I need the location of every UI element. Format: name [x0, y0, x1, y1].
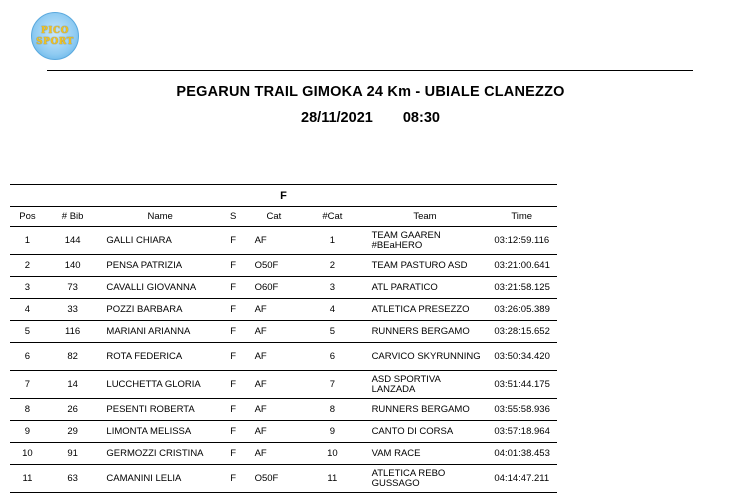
header-divider [47, 70, 693, 71]
cell-ncat: 2 [301, 255, 363, 277]
cell-time: 03:51:44.175 [486, 371, 557, 399]
col-header-sex: S [220, 207, 247, 227]
cell-bib: 144 [45, 227, 101, 255]
column-header-row [10, 207, 557, 227]
group-header-row [10, 185, 557, 207]
table-row [10, 255, 557, 277]
cell-pos: 5 [10, 321, 45, 343]
cell-sex: F [220, 321, 247, 343]
cell-ncat: 3 [301, 277, 363, 299]
cell-bib: 63 [45, 465, 101, 493]
cell-pos: 10 [10, 443, 45, 465]
table-row [10, 399, 557, 421]
cell-sex: F [220, 277, 247, 299]
cell-name: ROTA FEDERICA [100, 343, 219, 371]
cell-name: LIMONTA MELISSA [100, 421, 219, 443]
cell-name: GERMOZZI CRISTINA [100, 443, 219, 465]
cell-ncat: 8 [301, 399, 363, 421]
group-label: F [10, 185, 557, 207]
cell-cat: AF [247, 371, 302, 399]
cell-sex: F [220, 465, 247, 493]
cell-bib: 29 [45, 421, 101, 443]
cell-team: ATLETICA PRESEZZO [364, 299, 487, 321]
table-row [10, 227, 557, 255]
cell-pos: 6 [10, 343, 45, 371]
cell-team: VAM RACE [364, 443, 487, 465]
cell-ncat: 11 [301, 465, 363, 493]
cell-team: CARVICO SKYRUNNING [364, 343, 487, 371]
cell-sex: F [220, 255, 247, 277]
cell-ncat: 7 [301, 371, 363, 399]
cell-time: 03:50:34.420 [486, 343, 557, 371]
cell-cat: AF [247, 227, 302, 255]
logo-line-1: PICO [41, 26, 69, 36]
cell-team: ATL PARATICO [364, 277, 487, 299]
cell-ncat: 10 [301, 443, 363, 465]
cell-ncat: 6 [301, 343, 363, 371]
cell-time: 03:28:15.652 [486, 321, 557, 343]
race-date: 28/11/2021 [301, 110, 373, 126]
cell-ncat: 1 [301, 227, 363, 255]
cell-sex: F [220, 371, 247, 399]
col-header-team: Team [364, 207, 487, 227]
cell-bib: 33 [45, 299, 101, 321]
cell-name: CAVALLI GIOVANNA [100, 277, 219, 299]
cell-team: RUNNERS BERGAMO [364, 399, 487, 421]
cell-team: ATLETICA REBO GUSSAGO [364, 465, 487, 493]
results-body [10, 227, 557, 493]
cell-sex: F [220, 299, 247, 321]
race-time: 08:30 [402, 110, 440, 126]
cell-pos: 3 [10, 277, 45, 299]
cell-cat: AF [247, 421, 302, 443]
table-row [10, 443, 557, 465]
cell-pos: 1 [10, 227, 45, 255]
col-header-time: Time [486, 207, 557, 227]
table-row [10, 321, 557, 343]
cell-bib: 73 [45, 277, 101, 299]
cell-name: CAMANINI LELIA [100, 465, 219, 493]
table-row [10, 299, 557, 321]
logo-line-2: SPORT [36, 37, 74, 47]
col-header-pos: Pos [10, 207, 45, 227]
cell-name: MARIANI ARIANNA [100, 321, 219, 343]
cell-team: TEAM PASTURO ASD [364, 255, 487, 277]
cell-ncat: 9 [301, 421, 363, 443]
cell-pos: 4 [10, 299, 45, 321]
cell-time: 03:21:00.641 [486, 255, 557, 277]
col-header-ncat: #Cat [301, 207, 363, 227]
cell-cat: AF [247, 299, 302, 321]
cell-cat: O50F [247, 465, 302, 493]
cell-time: 04:01:38.453 [486, 443, 557, 465]
cell-bib: 82 [45, 343, 101, 371]
cell-sex: F [220, 343, 247, 371]
cell-name: PENSA PATRIZIA [100, 255, 219, 277]
cell-ncat: 4 [301, 299, 363, 321]
cell-cat: O50F [247, 255, 302, 277]
cell-team: TEAM GAAREN #BEaHERO [364, 227, 487, 255]
col-header-bib: # Bib [45, 207, 101, 227]
cell-time: 04:14:47.211 [486, 465, 557, 493]
race-title: PEGARUN TRAIL GIMOKA 24 Km - UBIALE CLANEZZO [176, 84, 565, 100]
cell-time: 03:12:59.116 [486, 227, 557, 255]
cell-pos: 7 [10, 371, 45, 399]
cell-cat: AF [247, 399, 302, 421]
table-row [10, 343, 557, 371]
results-table [10, 184, 557, 493]
cell-sex: F [220, 443, 247, 465]
cell-cat: AF [247, 443, 302, 465]
table-row [10, 277, 557, 299]
table-row [10, 371, 557, 399]
cell-name: LUCCHETTA GLORIA [100, 371, 219, 399]
cell-name: PESENTI ROBERTA [100, 399, 219, 421]
cell-time: 03:57:18.964 [486, 421, 557, 443]
cell-name: POZZI BARBARA [100, 299, 219, 321]
cell-time: 03:21:58.125 [486, 277, 557, 299]
table-row [10, 421, 557, 443]
cell-pos: 8 [10, 399, 45, 421]
table-row [10, 465, 557, 493]
cell-sex: F [220, 399, 247, 421]
cell-cat: O60F [247, 277, 302, 299]
cell-bib: 26 [45, 399, 101, 421]
cell-bib: 116 [45, 321, 101, 343]
cell-pos: 9 [10, 421, 45, 443]
cell-team: RUNNERS BERGAMO [364, 321, 487, 343]
cell-pos: 2 [10, 255, 45, 277]
cell-bib: 140 [45, 255, 101, 277]
cell-cat: AF [247, 321, 302, 343]
cell-bib: 91 [45, 443, 101, 465]
cell-team: CANTO DI CORSA [364, 421, 487, 443]
cell-sex: F [220, 227, 247, 255]
cell-team: ASD SPORTIVA LANZADA [364, 371, 487, 399]
cell-name: GALLI CHIARA [100, 227, 219, 255]
cell-time: 03:55:58.936 [486, 399, 557, 421]
cell-ncat: 5 [301, 321, 363, 343]
cell-pos: 11 [10, 465, 45, 493]
col-header-name: Name [100, 207, 219, 227]
pico-sport-logo [31, 12, 79, 60]
cell-time: 03:26:05.389 [486, 299, 557, 321]
race-datetime [0, 110, 741, 126]
cell-bib: 14 [45, 371, 101, 399]
cell-sex: F [220, 421, 247, 443]
col-header-cat: Cat [247, 207, 302, 227]
cell-cat: AF [247, 343, 302, 371]
